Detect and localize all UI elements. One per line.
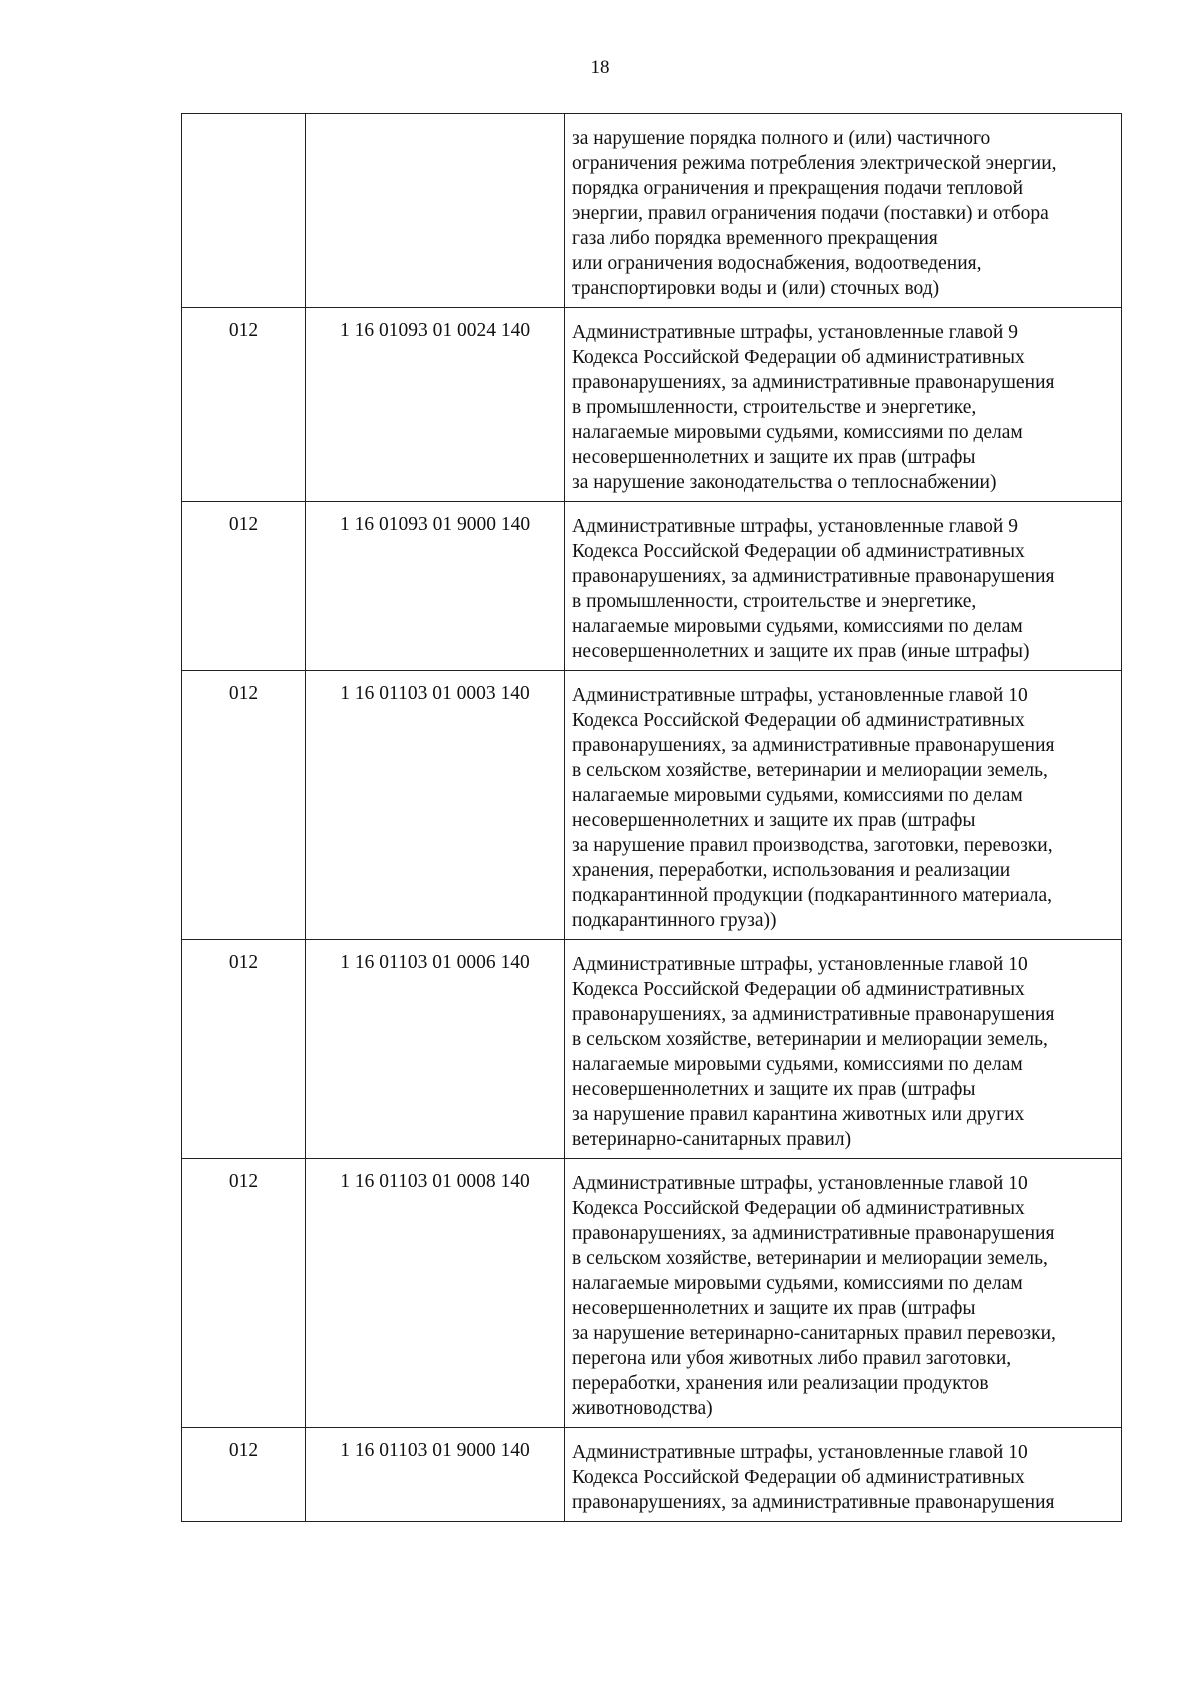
description-line: Административные штрафы, установленные главой 10 xyxy=(572,1173,1028,1194)
description-line: несовершеннолетних и защите их прав (штрафы xyxy=(572,1298,976,1319)
description-line: налагаемые мировыми судьями, комиссиями по делам xyxy=(572,1273,1023,1294)
description-cell xyxy=(565,114,1122,308)
description-line: несовершеннолетних и защите их прав (штрафы xyxy=(572,447,976,468)
description-cell xyxy=(565,308,1122,502)
description-line: налагаемые мировыми судьями, комиссиями по делам xyxy=(572,1054,1023,1075)
description-line: несовершеннолетних и защите их прав (штрафы xyxy=(572,810,976,831)
description-cell xyxy=(565,1159,1122,1428)
budget-code-cell: 1 16 01093 01 0024 140 xyxy=(306,308,565,502)
description-line: в сельском хозяйстве, ветеринарии и мелиорации земель, xyxy=(572,1248,1048,1269)
description-line: животноводства) xyxy=(572,1398,713,1419)
table-row xyxy=(182,308,1122,502)
description-line: правонарушениях, за административные правонарушения xyxy=(572,372,1055,393)
description-cell xyxy=(565,502,1122,671)
description-line: правонарушениях, за административные правонарушения xyxy=(572,735,1055,756)
table-row xyxy=(182,1428,1122,1522)
description-line: Кодекса Российской Федерации об административных xyxy=(572,347,1025,368)
description-line: в промышленности, строительстве и энергетике, xyxy=(572,397,977,418)
description-line: за нарушение порядка полного и (или) частичного xyxy=(572,128,991,149)
table-row xyxy=(182,502,1122,671)
description-line: за нарушение правил карантина животных или других xyxy=(572,1104,1025,1125)
table-row xyxy=(182,1159,1122,1428)
description-cell xyxy=(565,671,1122,940)
description-line: несовершеннолетних и защите их прав (штрафы xyxy=(572,1079,976,1100)
description-line: правонарушениях, за административные правонарушения xyxy=(572,1004,1055,1025)
description-line: подкарантинной продукции (подкарантинного материала, xyxy=(572,885,1053,906)
description-line: ветеринарно-санитарных правил) xyxy=(572,1129,852,1150)
description-line: правонарушениях, за административные правонарушения xyxy=(572,1223,1055,1244)
description-line: за нарушение законодательства о теплоснабжении) xyxy=(572,472,997,493)
description-line: Кодекса Российской Федерации об административных xyxy=(572,1467,1025,1488)
description-line: переработки, хранения или реализации продуктов xyxy=(572,1373,989,1394)
description-line: хранения, переработки, использования и реализации xyxy=(572,860,1011,881)
budget-classification-table xyxy=(181,113,1122,1522)
table-body xyxy=(182,114,1122,1522)
description-line: Административные штрафы, установленные главой 10 xyxy=(572,954,1028,975)
budget-code-cell: 1 16 01093 01 9000 140 xyxy=(306,502,565,671)
description-line: налагаемые мировыми судьями, комиссиями по делам xyxy=(572,616,1023,637)
page-number: 18 xyxy=(590,57,610,78)
table-row xyxy=(182,671,1122,940)
description-line: Административные штрафы, установленные главой 10 xyxy=(572,1442,1028,1463)
table-row xyxy=(182,940,1122,1159)
description-line: перегона или убоя животных либо правил заготовки, xyxy=(572,1348,1012,1369)
description-line: газа либо порядка временного прекращения xyxy=(572,228,938,249)
description-line: правонарушениях, за административные правонарушения xyxy=(572,566,1055,587)
description-line: порядка ограничения и прекращения подачи тепловой xyxy=(572,178,1024,199)
description-line: в промышленности, строительстве и энергетике, xyxy=(572,591,977,612)
description-line: подкарантинного груза)) xyxy=(572,910,777,931)
description-line: Административные штрафы, установленные главой 10 xyxy=(572,685,1028,706)
description-line: ограничения режима потребления электрической энергии, xyxy=(572,153,1057,174)
admin-code-cell: 012 xyxy=(182,308,306,502)
description-line: Кодекса Российской Федерации об административных xyxy=(572,541,1025,562)
description-line: Кодекса Российской Федерации об административных xyxy=(572,979,1025,1000)
budget-code-cell xyxy=(306,114,565,308)
description-line: несовершеннолетних и защите их прав (иные штрафы) xyxy=(572,641,1030,662)
description-line: транспортировки воды и (или) сточных вод) xyxy=(572,278,940,299)
admin-code-cell: 012 xyxy=(182,1428,306,1522)
description-line: налагаемые мировыми судьями, комиссиями по делам xyxy=(572,785,1023,806)
budget-code-cell: 1 16 01103 01 9000 140 xyxy=(306,1428,565,1522)
admin-code-cell: 012 xyxy=(182,940,306,1159)
description-line: за нарушение правил производства, заготовки, перевозки, xyxy=(572,835,1053,856)
description-line: Административные штрафы, установленные главой 9 xyxy=(572,516,1018,537)
description-line: энергии, правил ограничения подачи (поставки) и отбора xyxy=(572,203,1049,224)
budget-code-cell: 1 16 01103 01 0008 140 xyxy=(306,1159,565,1428)
description-line: правонарушениях, за административные правонарушения xyxy=(572,1492,1055,1513)
description-line: или ограничения водоснабжения, водоотведения, xyxy=(572,253,982,274)
description-cell xyxy=(565,940,1122,1159)
budget-code-cell: 1 16 01103 01 0003 140 xyxy=(306,671,565,940)
description-line: в сельском хозяйстве, ветеринарии и мелиорации земель, xyxy=(572,1029,1048,1050)
admin-code-cell: 012 xyxy=(182,502,306,671)
description-line: Кодекса Российской Федерации об административных xyxy=(572,1198,1025,1219)
budget-code-cell: 1 16 01103 01 0006 140 xyxy=(306,940,565,1159)
admin-code-cell: 012 xyxy=(182,671,306,940)
description-line: в сельском хозяйстве, ветеринарии и мелиорации земель, xyxy=(572,760,1048,781)
admin-code-cell xyxy=(182,114,306,308)
description-cell xyxy=(565,1428,1122,1522)
table-row xyxy=(182,114,1122,308)
description-line: Административные штрафы, установленные главой 9 xyxy=(572,322,1018,343)
description-line: Кодекса Российской Федерации об административных xyxy=(572,710,1025,731)
description-line: налагаемые мировыми судьями, комиссиями по делам xyxy=(572,422,1023,443)
admin-code-cell: 012 xyxy=(182,1159,306,1428)
description-line: за нарушение ветеринарно-санитарных правил перевозки, xyxy=(572,1323,1056,1344)
